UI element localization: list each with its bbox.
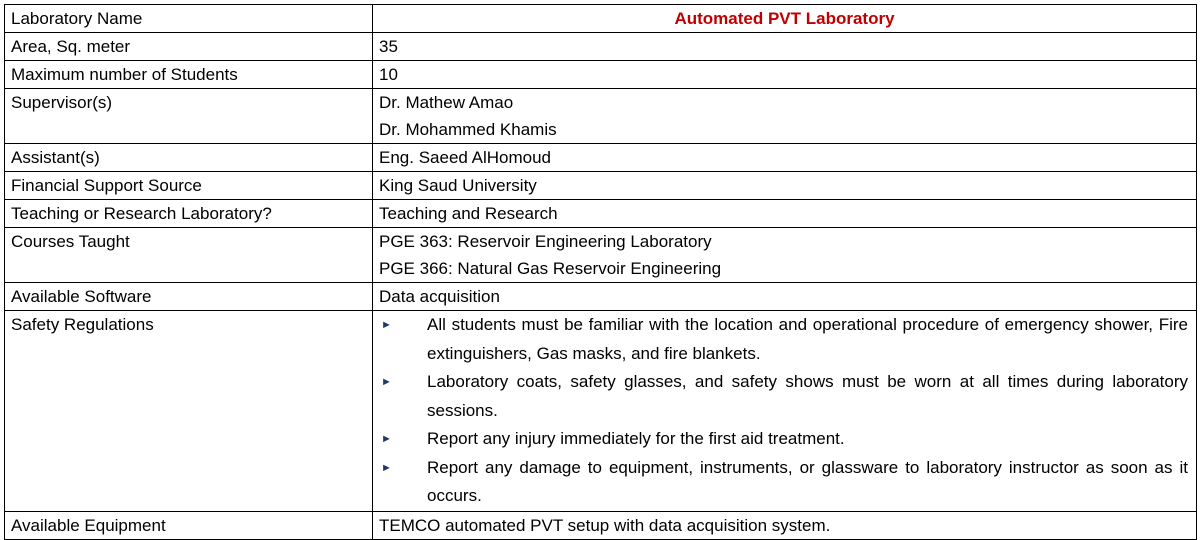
table-row	[5, 172, 1197, 200]
table-row	[5, 283, 1197, 311]
safety-text: Report any injury immediately for the first aid treatment.	[427, 429, 845, 448]
lab-info-table	[4, 4, 1197, 540]
table-row	[5, 311, 1197, 512]
courses-cell	[373, 228, 1197, 283]
safety-item	[379, 425, 1188, 454]
table-row	[5, 61, 1197, 89]
row-label: Assistant(s)	[5, 144, 373, 172]
row-label: Safety Regulations	[5, 311, 373, 512]
safety-text: Laboratory coats, safety glasses, and safety shows must be worn at all times during laboratory sessions.	[427, 372, 1188, 420]
max-students-value: 10	[373, 61, 1197, 89]
supervisors-cell	[373, 89, 1197, 144]
table-row	[5, 33, 1197, 61]
table-row	[5, 511, 1197, 539]
software-value: Data acquisition	[373, 283, 1197, 311]
triangle-right-icon: ►	[381, 461, 392, 474]
financial-value: King Saud University	[373, 172, 1197, 200]
row-label: Available Software	[5, 283, 373, 311]
assistant-value: Eng. Saeed AlHomoud	[373, 144, 1197, 172]
safety-text: Report any damage to equipment, instruments, or glassware to laboratory instructor as soon as it occurs.	[427, 457, 1188, 505]
triangle-right-icon: ►	[381, 433, 392, 445]
safety-list	[373, 311, 1197, 512]
equipment-value: TEMCO automated PVT setup with data acquisition system.	[373, 511, 1197, 539]
row-label: Available Equipment	[5, 511, 373, 539]
supervisor-name: Dr. Mathew Amao	[379, 93, 514, 112]
course-item: PGE 363: Reservoir Engineering Laboratory	[379, 232, 712, 251]
safety-item	[379, 368, 1188, 425]
triangle-right-icon: ►	[381, 319, 392, 331]
safety-text: All students must be familiar with the location and operational procedure of emergency shower, Fire extinguishers, Gas masks, and fire blankets.	[427, 315, 1188, 363]
safety-item	[379, 311, 1188, 368]
safety-item	[379, 454, 1188, 511]
area-value: 35	[373, 33, 1197, 61]
row-label: Maximum number of Students	[5, 61, 373, 89]
lab-name-value: Automated PVT Laboratory	[373, 5, 1197, 33]
lab-type-value: Teaching and Research	[373, 200, 1197, 228]
row-label: Area, Sq. meter	[5, 33, 373, 61]
table-row	[5, 144, 1197, 172]
row-label: Courses Taught	[5, 228, 373, 283]
table-row	[5, 5, 1197, 33]
triangle-right-icon: ►	[381, 376, 392, 388]
table-row	[5, 200, 1197, 228]
row-label: Financial Support Source	[5, 172, 373, 200]
row-label: Laboratory Name	[5, 5, 373, 33]
course-item: PGE 366: Natural Gas Reservoir Engineering	[379, 259, 722, 278]
table-row	[5, 228, 1197, 283]
row-label: Teaching or Research Laboratory?	[5, 200, 373, 228]
table-row	[5, 89, 1197, 144]
row-label: Supervisor(s)	[5, 89, 373, 144]
supervisor-name: Dr. Mohammed Khamis	[379, 120, 557, 139]
